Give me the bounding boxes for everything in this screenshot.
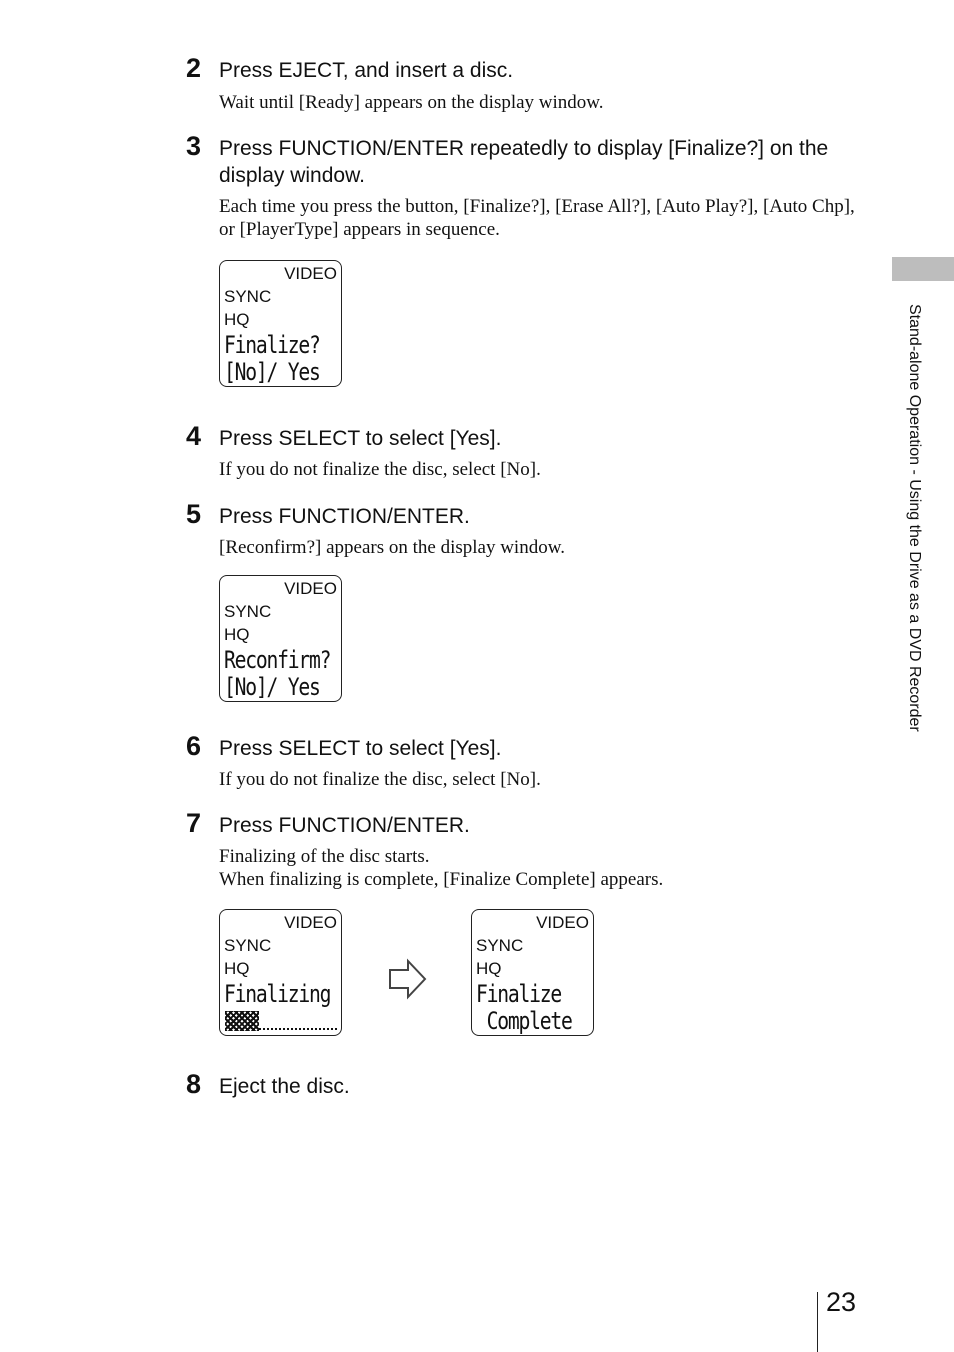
step-body-line-1: Finalizing of the disc starts. [219, 846, 430, 867]
video-indicator: VIDEO [284, 913, 337, 932]
video-indicator: VIDEO [284, 264, 337, 283]
step-heading: Press FUNCTION/ENTER. [219, 505, 470, 528]
hq-indicator: HQ [476, 959, 502, 978]
display-window-finalizing [219, 909, 342, 1036]
step-number: 5 [186, 499, 202, 529]
sync-indicator: SYNC [224, 287, 272, 306]
display-line-1: Finalize [476, 980, 561, 1008]
progress-fill [225, 1011, 259, 1031]
hq-indicator: HQ [224, 310, 250, 329]
step-number: 2 [186, 53, 202, 83]
display-line-2: Complete [476, 1007, 572, 1035]
sync-indicator: SYNC [224, 602, 272, 621]
hq-indicator: HQ [224, 959, 250, 978]
display-window-complete [471, 909, 594, 1036]
step-body-line-2: When finalizing is complete, [Finalize Complete] appears. [219, 869, 664, 890]
page-number-divider [817, 1292, 818, 1352]
sync-indicator: SYNC [224, 936, 272, 955]
step-body: If you do not finalize the disc, select [No]. [219, 769, 541, 790]
video-indicator: VIDEO [284, 579, 337, 598]
step-heading: Press EJECT, and insert a disc. [219, 59, 514, 82]
display-window-reconfirm [219, 575, 342, 702]
step-body: If you do not finalize the disc, select [No]. [219, 459, 541, 480]
finalizing-progress-bar [225, 1011, 337, 1031]
video-indicator: VIDEO [536, 913, 589, 932]
display-line-1: Reconfirm? [224, 646, 331, 674]
step-number: 8 [186, 1069, 202, 1099]
display-line-2: [No]/ Yes [224, 358, 320, 386]
section-tab-marker [892, 257, 954, 281]
step-heading: Press SELECT to select [Yes]. [219, 737, 502, 760]
step-heading: Press FUNCTION/ENTER repeatedly to display [Finalize?] on the display window. [219, 137, 829, 187]
display-window-finalize [219, 260, 342, 387]
step-heading: Press FUNCTION/ENTER. [219, 814, 470, 837]
display-line-2: [No]/ Yes [224, 673, 320, 701]
progress-remaining [259, 1028, 337, 1030]
step-body: Each time you press the button, [Finalize?], [Erase All?], [Auto Play?], [Auto Chp], or [PlayerType] appears in sequence. [219, 196, 855, 240]
next-arrow-icon [388, 958, 428, 1000]
step-number: 4 [186, 421, 202, 451]
sync-indicator: SYNC [476, 936, 524, 955]
side-section-title: Stand-alone Operation - Using the Drive as a DVD Recorder [906, 304, 923, 732]
page-number: 23 [826, 1287, 857, 1317]
hq-indicator: HQ [224, 625, 250, 644]
step-number: 7 [186, 808, 202, 838]
step-heading: Press SELECT to select [Yes]. [219, 427, 502, 450]
step-body: Wait until [Ready] appears on the display window. [219, 92, 604, 113]
step-number: 6 [186, 731, 202, 761]
step-heading: Eject the disc. [219, 1075, 350, 1098]
step-number: 3 [186, 131, 202, 161]
display-line-1: Finalizing [224, 980, 331, 1008]
step-body: [Reconfirm?] appears on the display window. [219, 537, 565, 558]
display-line-1: Finalize? [224, 331, 320, 359]
